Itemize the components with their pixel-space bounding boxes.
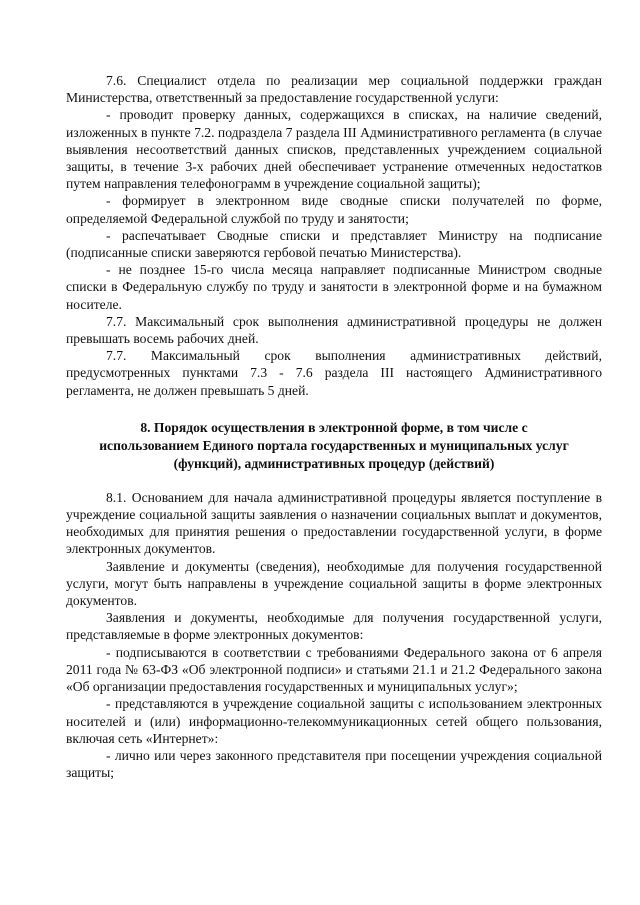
paragraph-7-6-intro: 7.6. Специалист отдела по реализации мер социальной поддержки граждан Министерства, ответственный за предоставление государственной услуги: bbox=[66, 73, 602, 106]
paragraph-8-documents: Заявления и документы, необходимые для получения государственной услуги, представляемые в форме электронных документов: bbox=[66, 610, 602, 643]
paragraph-7-6-bullet-4: - не позднее 15-го числа месяца направляет подписанные Министром сводные списки в Федеральную службу по труду и занятости в электронной форме и на бумажном носителе. bbox=[66, 262, 602, 312]
section-8-heading-line-3: (функций), административных процедур (действий) bbox=[173, 455, 495, 471]
paragraph-7-6-bullet-3: - распечатывает Сводные списки и представляет Министру на подписание (подписанные списки заверяются гербовой печатью Министерства). bbox=[66, 227, 602, 261]
paragraph-7-6-bullet-1: - проводит проверку данных, содержащихся в списках, на наличие сведений, изложенных в пункте 7.2. подраздела 7 раздела III Административного регламента (в случае выявления несоответствий данных списков, представленных учреждением социальной защиты, в течение 3-х рабочих дней обеспечивает устранение отмеченных недостатков путем направления телефонограмм в учреждение социальной защиты); bbox=[66, 107, 602, 192]
paragraph-8-bullet-3: - лично или через законного представителя при посещении учреждения социальной защиты; bbox=[66, 747, 602, 781]
paragraph-8-1: 8.1. Основанием для начала административной процедуры является поступление в учреждение социальной защиты заявления о назначении социальных выплат и документов, необходимых для принятия решения о предоставлении государственной услуги, в форме электронных документов. bbox=[66, 489, 602, 557]
paragraph-8-application: Заявление и документы (сведения), необходимые для получения государственной услуги, могут быть направлены в учреждение социальной защиты в форме электронных документов. bbox=[66, 558, 602, 609]
section-8-heading-line-2: использованием Единого портала государственных и муниципальных услуг bbox=[99, 437, 569, 453]
section-8-heading bbox=[72, 419, 596, 473]
section-8-heading-line-1: 8. Порядок осуществления в электронной форме, в том числе с bbox=[140, 419, 528, 435]
paragraph-8-bullet-1: - подписываются в соответствии с требованиями Федерального закона от 6 апреля 2011 года № 63-ФЗ «Об электронной подписи» и статьями 21.1 и 21.2 Федерального закона «Об организации предоставления государственных и муниципальных услуг»; bbox=[66, 644, 602, 695]
paragraph-7-6-bullet-2: - формирует в электронном виде сводные списки получателей по форме, определяемой Федеральной службой по труду и занятости; bbox=[66, 193, 602, 226]
paragraph-8-bullet-2: - представляются в учреждение социальной защиты с использованием электронных носителей и (или) информационно-телекоммуникационных сетей общего пользования, включая сеть «Интернет»: bbox=[66, 696, 602, 746]
paragraph-7-7-b: 7.7. Максимальный срок выполнения административных действий, предусмотренных пунктами 7.3 - 7.6 раздела III настоящего Административного регламента, не должен превышать 5 дней. bbox=[66, 348, 602, 398]
paragraph-7-7-a: 7.7. Максимальный срок выполнения административной процедуры не должен превышать восемь рабочих дней. bbox=[66, 313, 602, 347]
